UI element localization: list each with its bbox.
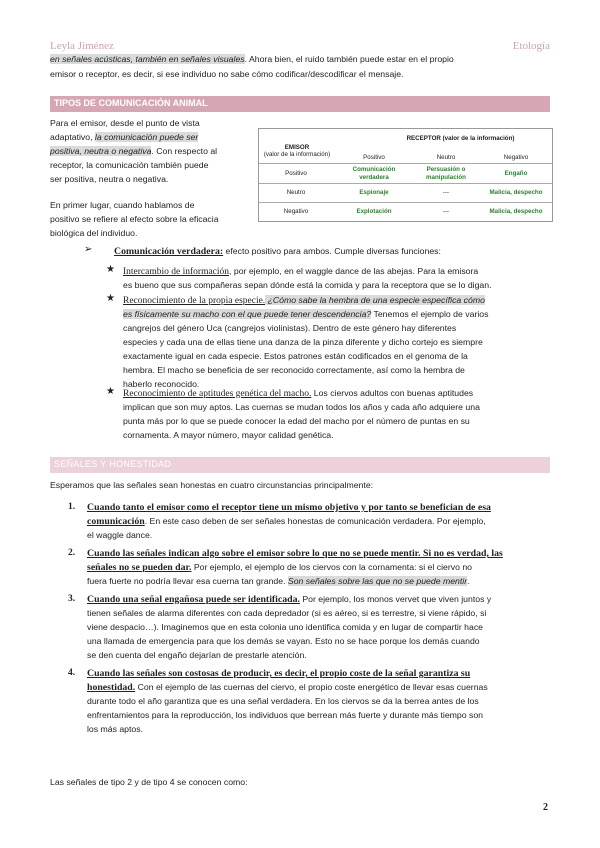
item2-line-1 [87,546,503,561]
intro-line-2: emisor o receptor, es decir, si ese individuo no sabe cómo codificar/descodificar el mensaje. [50,69,404,79]
star3-title: Reconocimiento de aptitudes genética del macho. [123,389,312,399]
item-number: 3. [68,594,76,604]
star-bullet-icon: ★ [106,293,115,304]
item4-line-2 [87,680,488,695]
intro-line-1-rest: . Ahora bien, el ruido también puede estar en el propio [244,54,454,64]
star3-line-1 [123,386,473,401]
bullet-comunicacion-verdadera [114,244,441,259]
table-emisor-header: EMISOR [284,144,310,151]
item2-t2rest: Por ejemplo, el ejemplo de los ciervos con la cornamenta: si el ciervo no [191,562,472,572]
table-receptor-header: RECEPTOR (valor de la información) [406,135,515,142]
item3-line-3: viene despacio…). Imaginemos que en esta colonia uno identifica comida y en lugar de compartir hace [87,622,483,632]
item1-t2rest: . En este caso deben de ser señales honestas de comunicación verdadera. Por ejemplo, [144,516,486,526]
para2-line-2: positivo se refiere al efecto sobre la eficacia [50,214,219,224]
section-title-senales: SEÑALES Y HONESTIDAD [54,459,172,469]
page-number: 2 [543,802,548,813]
item1-title-2: comunicación [87,516,145,527]
table-col-neutro: Neutro [436,154,456,161]
item2-line-3 [87,574,470,588]
star2-line-3: cangrejos del género Uca (cangrejos violinistas). Dentro de este género hay diferentes [123,323,457,333]
table-cell: Espionaje [359,189,389,196]
table-cell: --- [442,189,450,196]
item2-line-2 [87,560,472,575]
table-row-label: Neutro [286,189,306,196]
para1-line-4: receptor, la comunicación también puede [50,160,209,170]
table-cell: --- [442,208,450,215]
intro2-text: Esperamos que las señales sean honestas en cuatro circunstancias principalmente: [50,480,374,490]
table-row [259,163,552,184]
item4-line-4: enfrentamientos para la reproducción, los individuos que berrean más fuerte y durante más tiempo son [87,710,483,720]
para1-l2a: adaptativo, [50,132,95,142]
table-cell: Explotación [356,208,392,215]
star2-line-7: haberlo reconocido. [123,379,200,389]
star2-l2rest: Tenemos el ejemplo de varios [371,309,489,319]
star2-question-1: ¿Cómo sabe la hembra de una especie específica cómo [265,295,485,305]
table-emisor-sub: (valor de la información) [263,151,331,158]
table-row [259,202,552,221]
item4-line-3: durante todo el año garantiza que es una señal verdadera. En los ciervos se da la berrea antes de los [87,696,479,706]
para1-l3b: . Con respecto al [151,146,218,156]
item1-title-1: Cuando tanto el emisor como el receptor tiene un mismo objetivo y por tanto se benefician de esa [87,502,491,513]
table-cell: Engaño [504,170,528,177]
para1-l3a-highlight: positiva, neutra o negativa [50,146,152,156]
item4-title-2: honestidad. [87,682,136,693]
item-number: 1. [68,502,76,512]
item3-line-5: se den cuenta del engaño dejarían de prestarle atención. [87,650,307,660]
star3-l1rest: Los ciervos adultos con buenas aptitudes [311,388,474,398]
section-title-bar-senales [50,457,550,473]
closing-text: Las señales de tipo 2 y de tipo 4 se conocen como: [50,777,248,787]
item1-line-3: el waggle dance. [87,530,153,540]
para1-line-2 [50,130,198,144]
item2-l3c: . [467,576,470,586]
table-row-label: Negativo [283,208,309,215]
intro-line-1 [50,52,454,66]
para1-line-5: ser positiva, neutra o negativa. [50,174,169,184]
para1-l2b-highlight: la comunicación puede ser [94,132,199,142]
bullet-main-title: Comunicación verdadera: [114,246,224,257]
item-number: 4. [68,668,76,678]
table-cell: Malicia, despecho [489,208,543,215]
item2-title-1: Cuando las señales indican algo sobre el emisor sobre lo que no se puede mentir. Si no es verdad, las [87,548,503,559]
item1-line-2 [87,514,486,529]
item3-line-1 [87,592,491,607]
item3-t1rest: Por ejemplo, los monos vervet que viven juntos y [299,594,492,604]
star1-line-2: es bueno que sus compañeras sepan dónde está la comida y para la receptora que se lo digan. [123,280,492,290]
para1-line-3 [50,144,217,158]
para2-line-1: En primer lugar, cuando hablamos de [50,200,195,210]
section-title-comunicacion: TIPOS DE COMUNICACIÓN ANIMAL [54,98,208,108]
item2-l3a: fuera fuerte no podría llevar esa cuerna tan grande. [87,576,288,586]
table-cell: Persuasión o manipulación [426,166,466,181]
header-subject: Etología [512,40,550,52]
star2-line-2 [123,307,488,321]
item1-line-1 [87,500,491,515]
para2-line-3: biológica del individuo. [50,228,138,238]
star-bullet-icon: ★ [106,264,115,275]
item3-title: Cuando una señal engañosa puede ser identificada. [87,594,300,605]
header-author: Leyla Jiménez [50,40,114,52]
item2-l3b-highlight: Son señales sobre las que no se puede mentir [287,576,468,586]
star2-line-6: hembra. El macho se beneficia de ser reconocido correctamente, así como la hembra de [123,365,465,375]
table-cell: Malicia, despecho [489,189,543,196]
table-col-negativo: Negativo [503,154,529,161]
star2-question-2: es físicamente su macho con el que puede tener descendencia? [123,309,372,319]
table-row-label: Positivo [285,170,307,177]
star3-line-3: punta más por lo que se puede conocer la edad del macho por el número de puntas en su [123,416,470,426]
intro-highlight: en señales acústicas, también en señales visuales [50,54,245,64]
item4-line-1 [87,666,470,681]
item4-line-5: los más aptos. [87,724,144,734]
item4-title-1: Cuando las señales son costosas de producir, es decir, el propio coste de la señal garantiza su [87,668,471,679]
table-cell: Comunicación verdadera [352,166,396,181]
star2-line-4: especies y cada una de ellas tiene una danza de la pinza diferente y dicho cortejo es siempre [123,337,483,347]
item3-line-4: una llamada de emergencia para que los demás se vayan. Esto no se hace porque los demás cuando [87,636,480,646]
table-col-positivo: Positivo [363,154,385,161]
star1-l1rest: , por ejemplo, en el waggle dance de las abejas. Para la emisora [229,266,479,276]
item-number: 2. [68,548,76,558]
star1-line-1 [123,264,478,279]
star2-title: Reconocimiento de la propia especie. [123,296,266,306]
table-row [259,183,552,203]
star-bullet-icon: ★ [106,386,115,397]
star2-line-5: exactamente igual en cada especie. Estos patrones están codificados en el genoma de la [123,351,468,361]
communication-matrix-table [258,128,553,222]
star2-line-1 [123,293,485,308]
item4-t2rest: Con el ejemplo de las cuernas del ciervo, el propio coste energético de llevar esas cuernas [135,682,488,692]
arrow-bullet-icon: ➢ [84,244,93,255]
star3-line-4: cornamenta. A mayor número, mayor calidad genética. [123,430,334,440]
section-title-bar-comunicacion [50,96,550,112]
star3-line-2: implican que son muy aptos. Las cuernas se mudan todos los años y cada año adquiere una [123,402,480,412]
item3-line-2: tienen señales de alarma diferentes con cada depredador (si es aéreo, si es terrestre, si viene rápido, si [87,608,487,618]
para1-line-1: Para el emisor, desde el punto de vista [50,118,200,128]
bullet-main-rest: efecto positivo para ambos. Cumple diversas funciones: [223,246,441,256]
item2-title-2: señales no se pueden dar. [87,562,192,573]
star1-title: Intercambio de información [123,267,230,277]
